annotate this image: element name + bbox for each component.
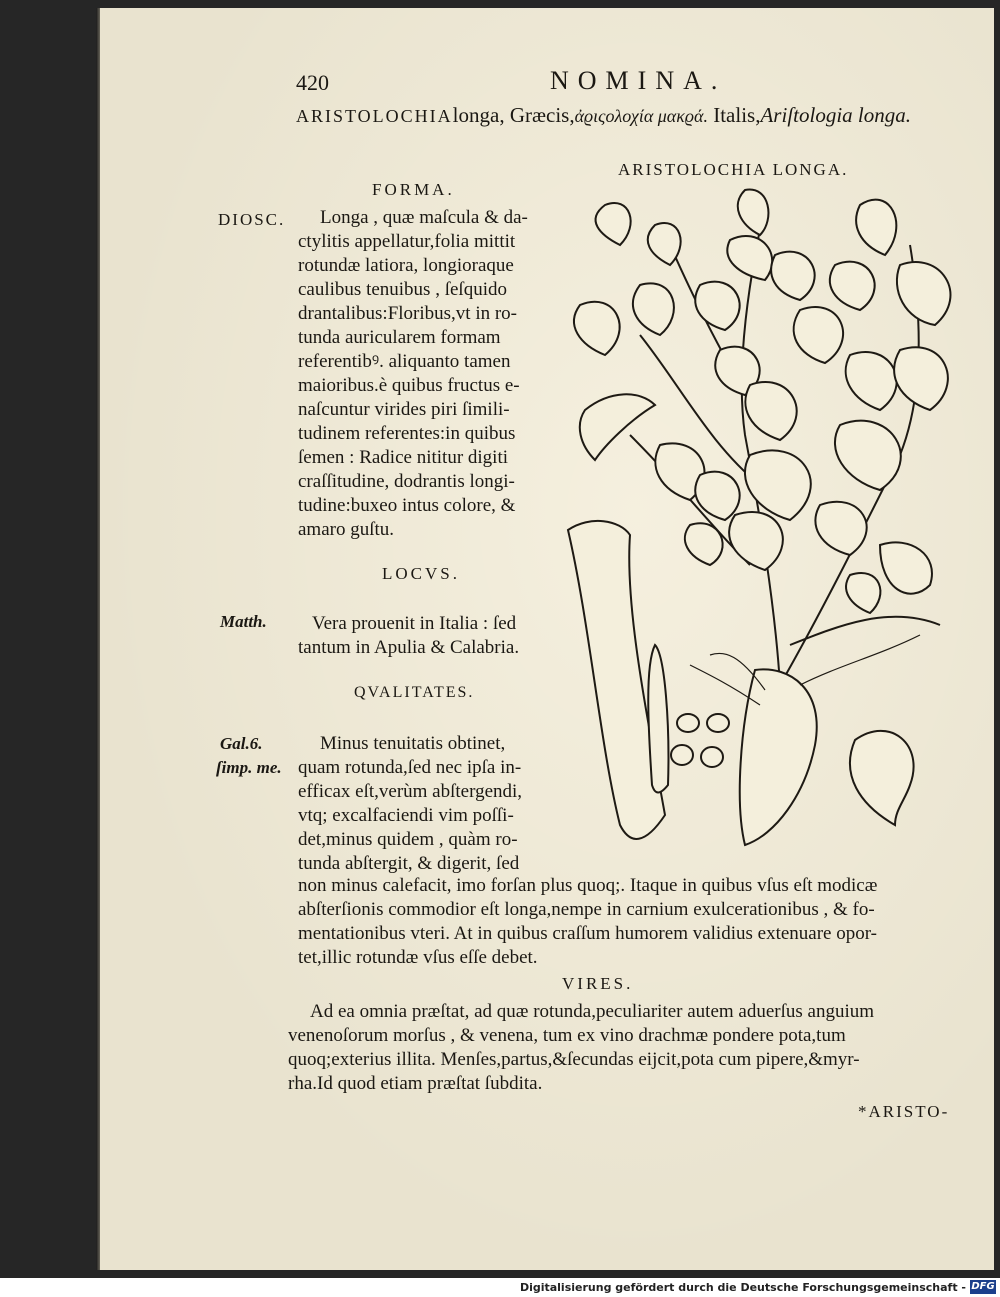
plant-leaf [846,573,880,613]
names-italian: Ariſtologia longa. [760,103,911,127]
text-line: referentibꝰ. aliquanto tamen [298,351,511,372]
text-line: Minus tenuitatis obtinet, [320,733,506,754]
plant-illustration [560,185,970,865]
footer-text: Digitalisierung gefördert durch die Deutsche Forschungsgemeinschaft - [519,1281,966,1294]
plant-leaf [633,283,674,335]
seed [707,714,729,732]
heading-forma: FORMA. [372,180,455,199]
plant-leaf [835,421,901,490]
text-line: rha.Id quod etiam præſtat ſubdita. [288,1073,543,1094]
text-line: maioribus.è quibus fructus e- [298,375,520,396]
text-line: Vera prouenit in Italia : ſed [312,613,517,634]
text-line: drantalibus:Floribus,vt in ro- [298,303,518,324]
seed-pod [850,731,914,825]
plant-leaf [574,302,620,355]
plant-fruit [880,542,932,593]
margin-note-simp: ſimp. me. [216,758,282,777]
text-line: craſſitudine, dodrantis longi- [298,471,515,492]
plant-leaf [856,200,896,255]
plant-stem [790,617,940,645]
plant-leaf [794,307,843,363]
text-line: Ad ea omnia præſtat, ad quæ rotunda,peculiariter autem aduerſus anguium [310,1001,875,1022]
text-line: ctylitis appellatur,folia mittit [298,231,516,252]
text-line: quam rotunda,ſed nec ipſa in- [298,757,522,778]
plant-leaf [894,347,948,410]
names-lead: ARISTOLOCHIA [296,106,453,126]
locus-text [298,612,519,660]
plant-leaf [815,502,866,555]
text-line: tet,illic rotundæ vſus eſſe debet. [298,947,538,968]
plant-leaf [596,203,631,245]
text-line: abſterſionis commodior eſt longa,nempe in carnium exulcerationibus , & fo- [298,899,875,920]
root-fiber [800,635,920,685]
text-line: tunda abſtergit, & digerit, ſed [298,853,520,874]
text-line: naſcuntur virides piri ſimili- [298,399,510,420]
text-line: tunda auricularem formam [298,327,501,348]
text-line: det,minus quidem , quàm ro- [298,829,518,850]
text-line: tudine:buxeo intus colore, & [298,495,516,516]
text-line: amaro guſtu. [298,519,395,540]
plant-root [740,669,817,845]
text-line: mentationibus vteri. At in quibus craſſum humorem validius extenuare opor- [298,923,877,944]
plant-leaf [648,223,681,265]
seed [671,745,693,765]
footer-bar [0,1278,1000,1297]
plant-leaf [830,262,875,310]
text-line: efficax eſt,verùm abſtergendi, [298,781,523,802]
names-latin: longa, Græcis, [452,103,575,127]
plant-leaf [685,523,723,565]
plant-leaf [897,262,951,325]
text-line: caulibus tenuibus , ſeſquido [298,279,507,300]
flower-bud [648,645,668,793]
margin-note-matth: Matth. [220,612,267,631]
text-line: quoq;exterius illita. Menſes,partus,&ſecundas eijcit,pota cum pipere,&myr- [288,1049,860,1070]
qualitates-wide-text [298,874,877,970]
plant-leaf [729,512,783,570]
page-number: 420 [296,70,329,95]
catchword: *ARISTO- [858,1102,950,1121]
plant-leaf [846,352,897,410]
names-greek: ἀϱιςολοχία μακϱά. [574,106,708,126]
text-line: ſemen : Radice nititur digiti [298,447,509,468]
qualitates-narrow-text [298,732,522,876]
vires-text [288,1000,875,1096]
text-line: tantum in Apulia & Calabria. [298,637,520,658]
plant-leaf [745,450,811,520]
seed [701,747,723,767]
plant-leaf [727,236,772,280]
figure-caption: ARISTOLOCHIA LONGA. [618,160,849,179]
names-line [296,103,911,128]
text-line: Longa , quæ maſcula & da- [320,207,528,228]
names-italian-prefix: Italis, [713,103,761,127]
text-line: vtq; excalfaciendi vim poſſi- [298,805,514,826]
heading-qualitates: QVALITATES. [354,684,475,701]
heading-vires: VIRES. [562,974,634,993]
plant-leaf [745,382,796,440]
forma-text [298,206,528,542]
dfg-logo: DFG [971,1281,995,1292]
heading-locus: LOCVS. [382,564,460,583]
seed [677,714,699,732]
running-head: NOMINA. [550,66,727,95]
plant-leaf [738,190,769,235]
plant-leaf [695,282,739,330]
text-line: tudinem referentes:in quibus [298,423,516,444]
margin-note-diosc: DIOSC. [218,210,286,229]
text-line: rotundæ latiora, longioraque [298,255,514,276]
margin-note-gal: Gal.6. [220,734,263,753]
text-line: venenoſorum morſus , & venena, tum ex vino drachmæ pondere pota,tum [288,1025,846,1046]
plant-leaf [771,252,814,300]
text-line: non minus calefacit, imo forſan plus quoq;. Itaque in quibus vſus eſt modicæ [298,875,878,896]
